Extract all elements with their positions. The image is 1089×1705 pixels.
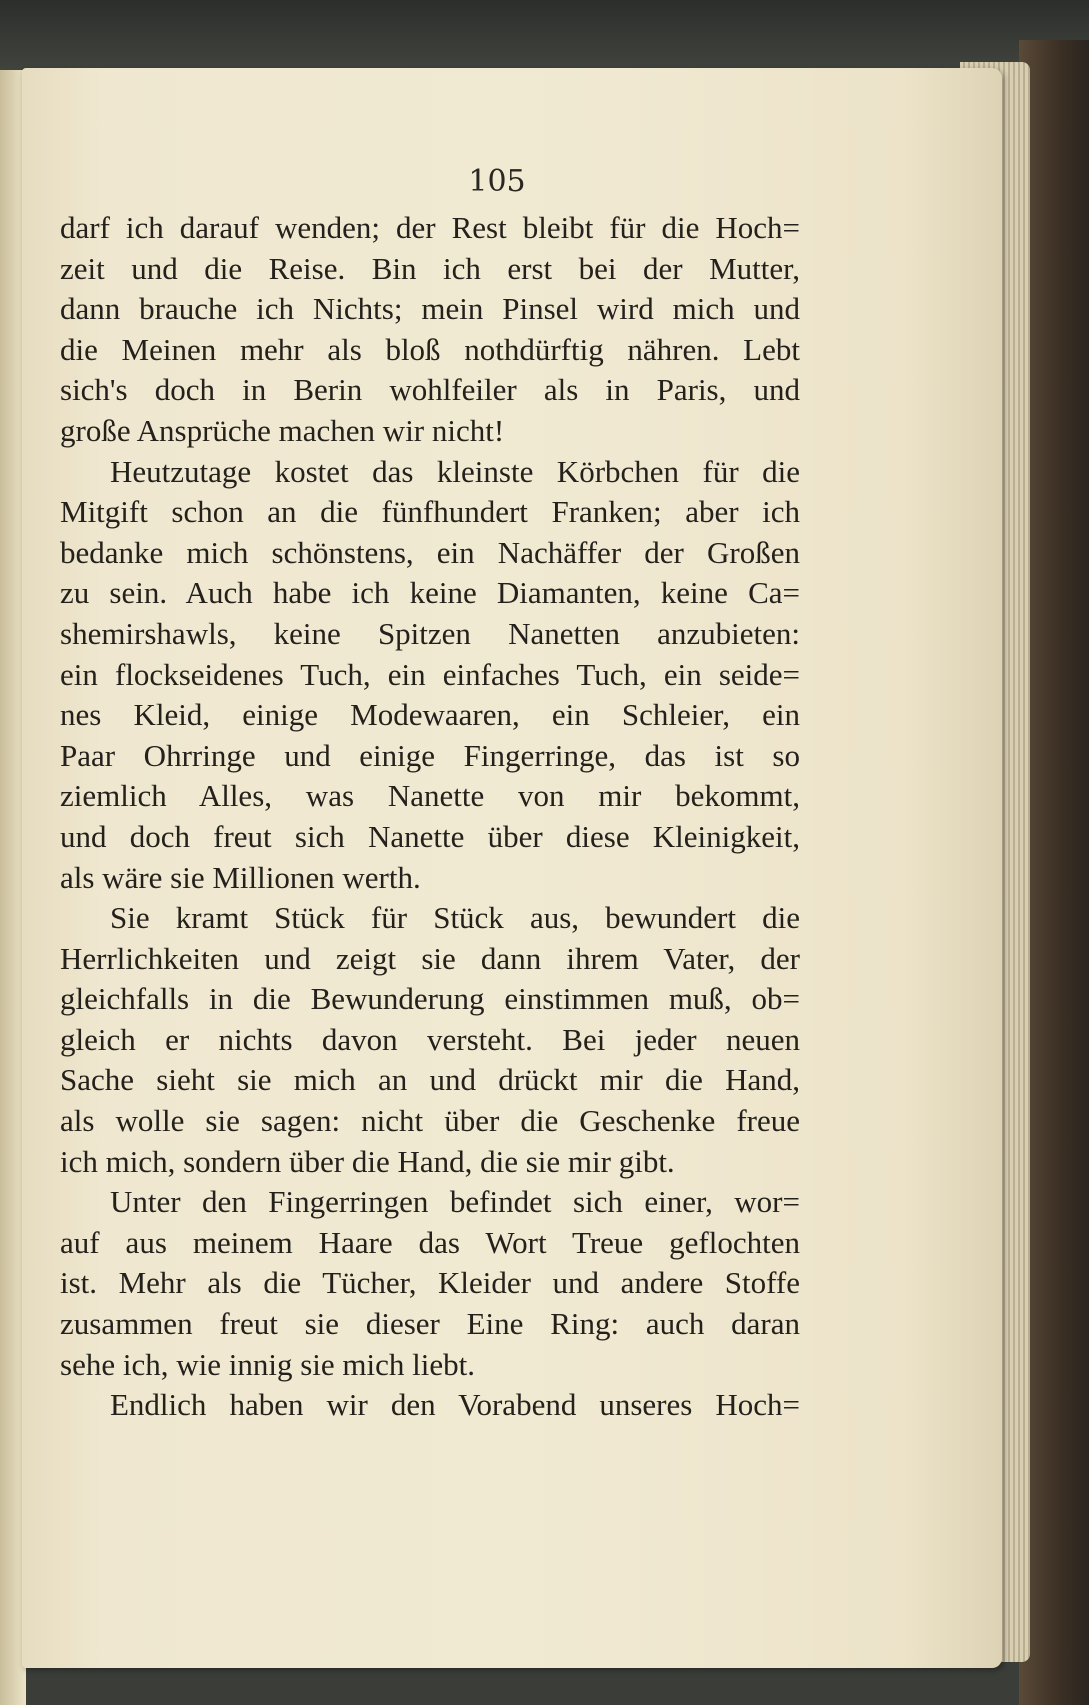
text-line: sich's doch in Berin wohlfeiler als in Paris, und xyxy=(60,372,800,408)
text-line: und doch freut sich Nanette über diese Kleinigkeit, xyxy=(60,818,800,854)
text-line: shemirshawls, keine Spitzen Nanetten anzubieten: xyxy=(60,615,800,651)
text-line: ich mich, sondern über die Hand, die sie mir gibt. xyxy=(60,1143,675,1179)
text-line: zu sein. Auch habe ich keine Diamanten, keine Ca= xyxy=(60,575,800,611)
text-line: Sache sieht sie mich an und drückt mir die Hand, xyxy=(60,1062,800,1098)
text-line: sehe ich, wie innig sie mich liebt. xyxy=(60,1346,475,1382)
text-line: Paar Ohrringe und einige Fingerringe, das ist so xyxy=(60,737,800,773)
text-line: als wäre sie Millionen werth. xyxy=(60,859,421,895)
body-text xyxy=(60,208,800,1426)
text-line: zusammen freut sie dieser Eine Ring: auch daran xyxy=(60,1306,800,1342)
text-line: ziemlich Alles, was Nanette von mir bekommt, xyxy=(60,778,800,814)
text-line: bedanke mich schönstens, ein Nachäffer der Großen xyxy=(60,534,800,570)
text-line: darf ich darauf wenden; der Rest bleibt für die Hoch= xyxy=(60,210,800,245)
text-line: dann brauche ich Nichts; mein Pinsel wird mich und xyxy=(60,291,800,327)
text-line: Herrlichkeiten und zeigt sie dann ihrem Vater, der xyxy=(60,940,800,976)
text-line: Endlich haben wir den Vorabend unseres Hoch= xyxy=(110,1387,800,1423)
text-line: gleichfalls in die Bewunderung einstimmen muß, ob= xyxy=(60,981,800,1017)
book-page xyxy=(22,68,1002,1668)
text-line: Heutzutage kostet das kleinste Körbchen für die xyxy=(110,453,800,489)
text-line: ein flockseidenes Tuch, ein einfaches Tuch, ein seide= xyxy=(60,656,800,692)
text-line: Mitgift schon an die fünfhundert Franken; aber ich xyxy=(60,494,800,530)
text-line: nes Kleid, einige Modewaaren, ein Schleier, ein xyxy=(60,697,800,733)
text-line: als wolle sie sagen: nicht über die Geschenke freue xyxy=(60,1103,800,1139)
text-line: Unter den Fingerringen befindet sich einer, wor= xyxy=(110,1184,800,1220)
text-line: gleich er nichts davon versteht. Bei jeder neuen xyxy=(60,1021,800,1057)
text-line: die Meinen mehr als bloß nothdürftig nähren. Lebt xyxy=(60,331,800,367)
page-number: 105 xyxy=(468,164,526,199)
text-line: Sie kramt Stück für Stück aus, bewundert die xyxy=(110,900,800,936)
text-line: zeit und die Reise. Bin ich erst bei der Mutter, xyxy=(60,250,800,286)
text-line: auf aus meinem Haare das Wort Treue geflochten xyxy=(60,1224,800,1260)
text-line: große Ansprüche machen wir nicht! xyxy=(60,412,505,448)
text-line: ist. Mehr als die Tücher, Kleider und andere Stoffe xyxy=(60,1265,800,1301)
